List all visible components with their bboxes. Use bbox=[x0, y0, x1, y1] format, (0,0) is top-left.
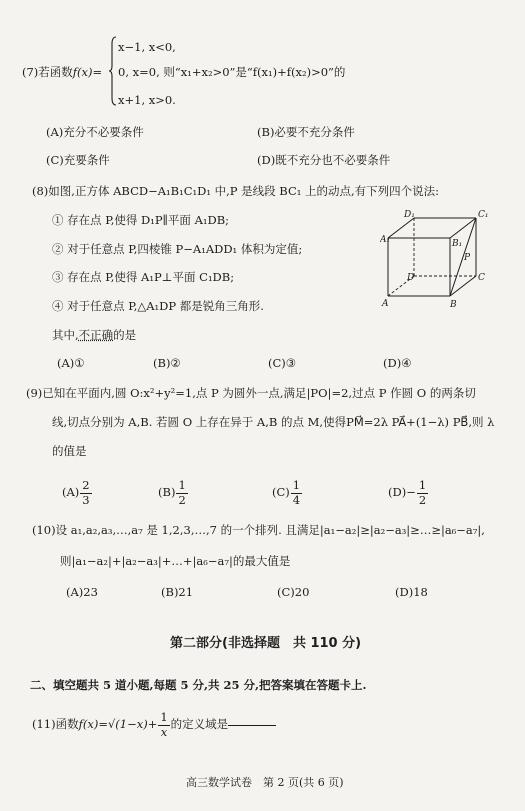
q7-option-c[interactable]: (C)充要条件 bbox=[46, 153, 110, 167]
q7-case2: 0, x=0, 则“x₁+x₂>0”是“f(x₁)+f(x₂)>0”的 bbox=[118, 65, 346, 79]
q9-line2: 线,切点分别为 A,B. 若圆 O 上存在异于 A,B 的点 M,使得PM⃗=2λ PA⃗+(1−λ) PB⃗,则 λ bbox=[52, 415, 495, 429]
q10-option-c[interactable]: (C)20 bbox=[277, 585, 310, 599]
q9-option-b[interactable]: (B) $\frac{1}{2}$ bbox=[158, 478, 186, 507]
q8-statement-4: ④ 对于任意点 P,△A₁DP 都是锐角三角形. bbox=[52, 299, 264, 313]
q7-stem: (7)若函数 bbox=[22, 65, 73, 79]
q8-option-b[interactable]: (B)② bbox=[153, 356, 181, 370]
q8-emphasis: 不正确 bbox=[78, 328, 114, 342]
cube-figure bbox=[380, 208, 490, 312]
label-a: A bbox=[382, 299, 389, 309]
q10-line1: (10)设 a₁,a₂,a₃,…,a₇ 是 1,2,3,…,7 的一个排列. 且满足|a₁−a₂|≥|a₂−a₃|≥…≥|a₆−a₇|, bbox=[32, 523, 485, 537]
q8-stem: (8)如图,正方体 ABCD−A₁B₁C₁D₁ 中,P 是线段 BC₁ 上的动点,有下列四个说法: bbox=[32, 184, 440, 198]
section-two-title: 二、填空题共 5 道小题,每题 5 分,共 25 分,把答案填在答题卡上. bbox=[30, 678, 367, 692]
q9-option-d[interactable]: (D)− $\frac{1}{2}$ bbox=[388, 478, 427, 507]
q8-option-c[interactable]: (C)③ bbox=[268, 356, 297, 370]
q8-statement-1: ① 存在点 P,使得 D₁P∥平面 A₁DB; bbox=[52, 213, 230, 227]
label-b1: B₁ bbox=[452, 239, 463, 249]
answer-blank[interactable] bbox=[228, 724, 276, 726]
label-d: D bbox=[407, 273, 415, 283]
page-footer: 高三数学试卷 第 2 页(共 6 页) bbox=[186, 776, 344, 789]
q8-statement-3: ③ 存在点 P,使得 A₁P⊥平面 C₁DB; bbox=[52, 270, 235, 284]
q9-line3: 的值是 bbox=[52, 444, 87, 458]
q10-option-b[interactable]: (B)21 bbox=[161, 585, 194, 599]
q11-function: f(x)=√(1−x)+ bbox=[78, 717, 158, 731]
q8-option-a[interactable]: (A)① bbox=[57, 356, 85, 370]
q8-option-d[interactable]: (D)④ bbox=[383, 356, 412, 370]
part-two-title: 第二部分(非选择题 共 110 分) bbox=[170, 636, 362, 651]
q7-option-b[interactable]: (B)必要不充分条件 bbox=[257, 125, 355, 139]
q9-option-a[interactable]: (A) $\frac{2}{3}$ bbox=[62, 478, 90, 507]
label-c: C bbox=[478, 273, 485, 283]
q10-option-d[interactable]: (D)18 bbox=[395, 585, 428, 599]
q9-line1: (9)已知在平面内,圆 O:x²+y²=1,点 P 为圆外一点,满足|PO|=2,过点 P 作圆 O 的两条切 bbox=[26, 386, 476, 400]
q8-question: 其中,不正确的是 bbox=[52, 328, 137, 342]
q7-case3: x+1, x>0. bbox=[118, 93, 176, 107]
label-b: B bbox=[450, 300, 457, 310]
q9-option-c[interactable]: (C) $\frac{1}{4}$ bbox=[272, 478, 301, 507]
q10-line2: 则|a₁−a₂|+|a₂−a₃|+…+|a₆−a₇|的最大值是 bbox=[60, 554, 291, 568]
q7-option-a[interactable]: (A)充分不必要条件 bbox=[46, 125, 144, 139]
label-a1: A₁ bbox=[380, 235, 391, 245]
q10-option-a[interactable]: (A)23 bbox=[66, 585, 98, 599]
q11-line: (11)函数f(x)=√(1−x)+ $\frac{1}{x}$ 的定义域是 bbox=[32, 712, 276, 738]
label-c1: C₁ bbox=[478, 210, 489, 220]
q7-option-d[interactable]: (D)既不充分也不必要条件 bbox=[257, 153, 391, 167]
q7-case1: x−1, x<0, bbox=[118, 40, 176, 54]
q7-brace bbox=[109, 36, 117, 106]
q7-function: f(x)= bbox=[72, 65, 103, 79]
label-d1: D₁ bbox=[404, 210, 415, 220]
label-p: P bbox=[464, 253, 471, 263]
q8-statement-2: ② 对于任意点 P,四棱锥 P−A₁ADD₁ 体积为定值; bbox=[52, 242, 303, 256]
